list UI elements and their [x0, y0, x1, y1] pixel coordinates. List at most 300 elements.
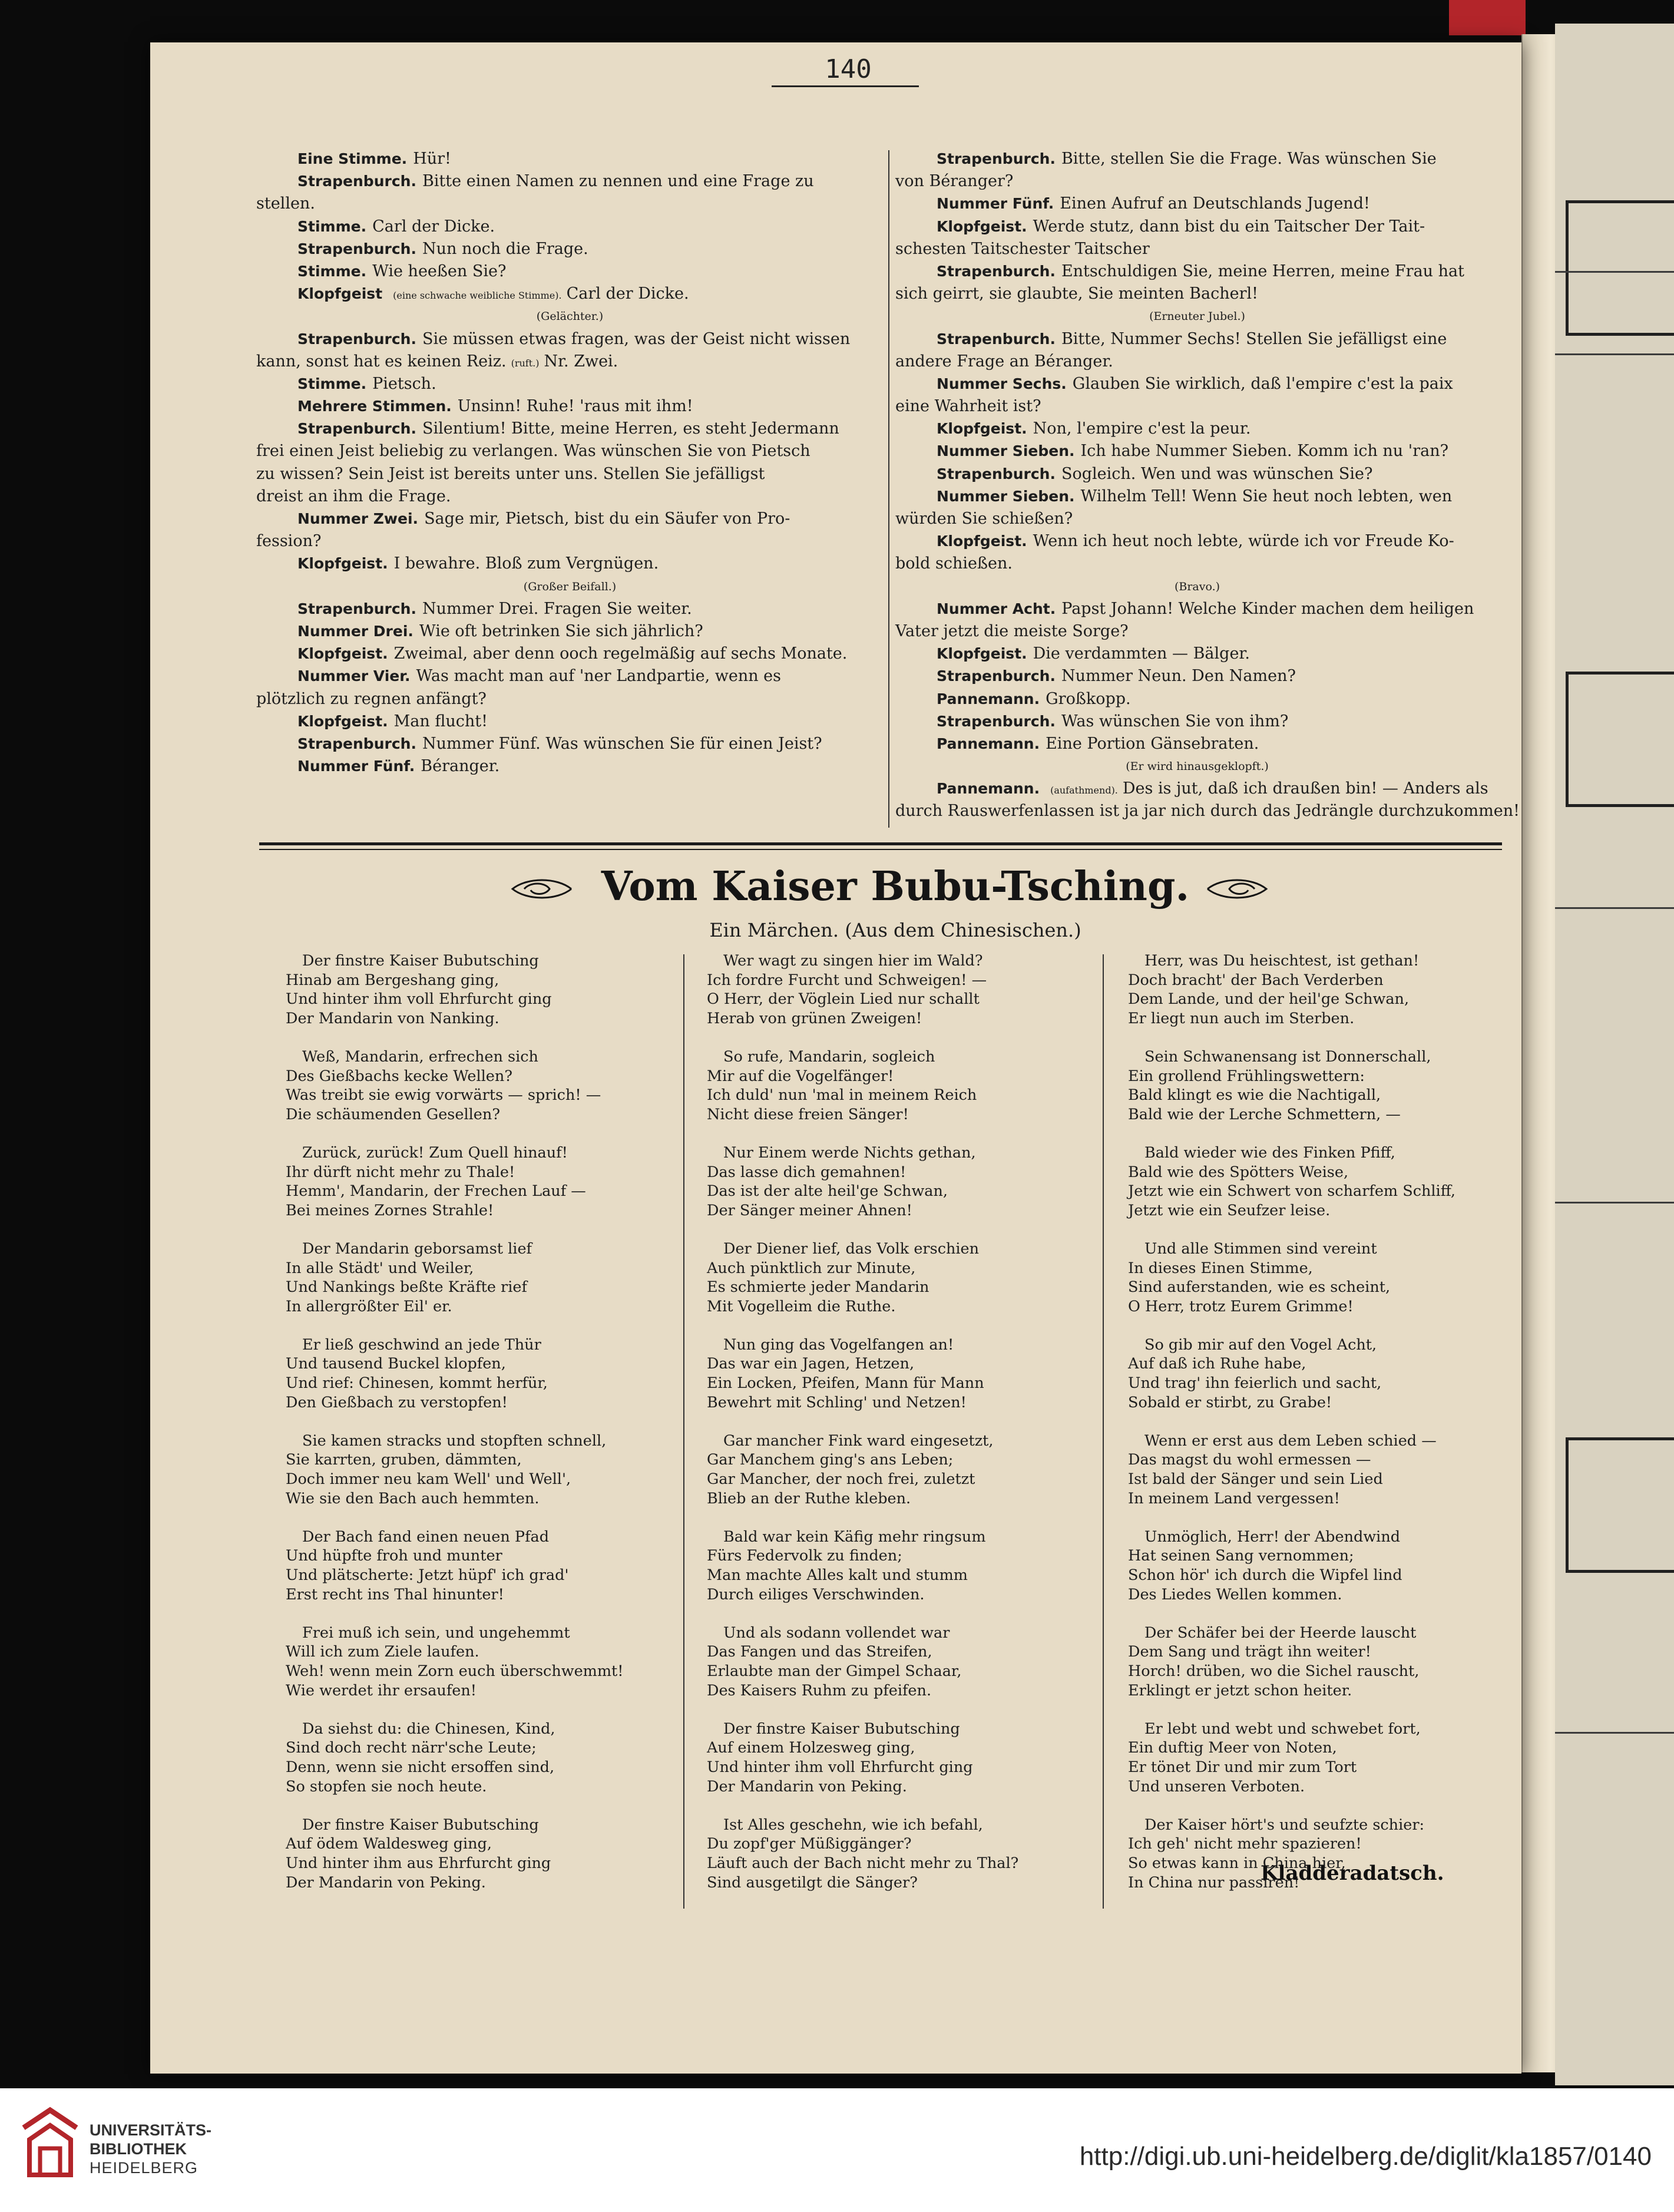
poem-line: Ich duld' nun 'mal in meinem Reich — [707, 1086, 977, 1105]
page-number-rule — [772, 85, 919, 87]
poem-line: Sie karrten, gruben, dämmten, — [286, 1451, 522, 1469]
dialogue-text: Nummer Neun. Den Namen? — [1061, 667, 1296, 686]
neighbor-page-stroke — [1566, 200, 1674, 336]
dialogue-text: Béranger. — [421, 757, 500, 776]
neighbor-page-stroke — [1555, 1202, 1674, 1203]
stanza-gap — [1128, 1700, 1505, 1720]
speaker-name: Klopfgeist. — [297, 555, 388, 573]
speaker-name: Strapenburch. — [297, 240, 416, 257]
poem-column-2 — [707, 951, 1060, 1892]
speaker-name: Klopfgeist. — [297, 645, 388, 663]
dialogue-text: andere Frage an Béranger. — [895, 352, 1113, 371]
dialogue-text: Vater jetzt die meiste Sorge? — [895, 621, 1129, 640]
dialogue-line — [895, 733, 1499, 755]
dialogue-line — [895, 643, 1499, 665]
dialogue-line — [895, 373, 1499, 395]
dialogue-text: Sie müssen etwas fragen, was der Geist nicht wissen — [422, 329, 851, 348]
article-subtitle: Ein Märchen. (Aus dem Chinesischen.) — [709, 919, 1081, 941]
poem-line: Der finstre Kaiser Bubutsching — [302, 1816, 539, 1834]
dialogue-text: Carl der Dicke. — [372, 217, 495, 236]
dialogue-text: zu wissen? Sein Jeist ist bereits unter uns. Stellen Sie jefälligst — [256, 464, 765, 483]
poem-line: Er ließ geschwind an jede Thür — [302, 1335, 541, 1354]
logo-line-3: HEIDELBERG — [90, 2159, 199, 2177]
poem-line: Nur Einem werde Nichts gethan, — [723, 1143, 976, 1162]
dialogue-text: Des is jut, daß ich draußen bin! — Anders als — [1122, 779, 1488, 798]
stanza-gap — [707, 1028, 1060, 1047]
poem-line: Der Kaiser hört's und seufzte schier: — [1144, 1816, 1425, 1834]
poem-line: Doch bracht' der Bach Verderben — [1128, 971, 1384, 989]
dialogue-text: Ich habe Nummer Sieben. Komm ich nu 'ran? — [1080, 442, 1449, 461]
stanza-gap — [286, 1412, 639, 1431]
dialogue-line — [895, 216, 1499, 238]
poem-line: Ein duftig Meer von Noten, — [1128, 1739, 1337, 1757]
book-edge-red — [1449, 0, 1526, 35]
dialogue-text: Sage mir, Pietsch, bist du ein Säufer von Pro- — [424, 510, 790, 528]
poem-line: In China nur passiren! — [1128, 1873, 1300, 1892]
stanza-gap — [286, 1316, 639, 1335]
dialogue-column-left — [256, 148, 884, 778]
poem-line: Das war ein Jagen, Hetzen, — [707, 1355, 915, 1373]
poem-line: Bald wieder wie des Finken Pfiff, — [1144, 1143, 1395, 1162]
stanza-gap — [286, 1508, 639, 1527]
dialogue-text: Wenn ich heut noch lebte, würde ich vor Freude Ko- — [1033, 532, 1454, 551]
poem-line: Das lasse dich gemahnen! — [707, 1163, 907, 1181]
poem-line: Wie sie den Bach auch hemmten. — [286, 1489, 540, 1507]
speaker-name: Pannemann. — [937, 780, 1040, 798]
dialogue-line — [256, 620, 884, 643]
poem-line: Frei muß ich sein, und ungehemmt — [302, 1624, 570, 1642]
poem-column-3 — [1128, 951, 1505, 1892]
dialogue-line — [895, 755, 1499, 778]
dialogue-text: dreist an ihm die Frage. — [256, 487, 451, 505]
speaker-name: Stimme. — [297, 375, 367, 392]
dialogue-line — [256, 216, 884, 238]
dialogue-line — [256, 665, 884, 687]
dialogue-line — [895, 395, 1499, 418]
poem-line: So stopfen sie noch heute. — [286, 1777, 487, 1796]
dialogue-line — [895, 800, 1520, 822]
speaker-name: Klopfgeist. — [937, 645, 1027, 663]
poem-line: Sobald er stirbt, zu Grabe! — [1128, 1393, 1332, 1411]
dialogue-text: Nr. Zwei. — [544, 352, 618, 371]
dialogue-line — [256, 553, 884, 575]
poem-line: In meinem Land vergessen! — [1128, 1489, 1340, 1507]
poem-line: Und hinter ihm voll Ehrfurcht ging — [707, 1758, 973, 1776]
dialogue-line — [895, 328, 1499, 351]
speaker-name: Nummer Fünf. — [297, 758, 415, 775]
poem-line: Dem Sang und trägt ihn weiter! — [1128, 1643, 1371, 1661]
poem-line: Er liegt nun auch im Sterben. — [1128, 1009, 1355, 1027]
dialogue-text: Unsinn! Ruhe! 'raus mit ihm! — [457, 397, 693, 416]
stanza-gap — [707, 1604, 1060, 1624]
poem-line: Auf einem Holzesweg ging, — [707, 1739, 915, 1757]
dialogue-line — [895, 688, 1499, 710]
dialogue-line — [256, 598, 884, 620]
poem-line: Sie kamen stracks und stopften schnell, — [302, 1431, 607, 1450]
dialogue-text: eine Wahrheit ist? — [895, 397, 1041, 416]
speaker-name: Strapenburch. — [297, 420, 416, 438]
poem-line: Man machte Alles kalt und stumm — [707, 1566, 968, 1584]
dialogue-line — [256, 710, 884, 733]
dialogue-text: I bewahre. Bloß zum Vergnügen. — [393, 554, 659, 573]
poem-line: Mit Vogelleim die Ruthe. — [707, 1297, 896, 1315]
dialogue-text: (Bravo.) — [1174, 580, 1220, 593]
stanza-gap — [1128, 1508, 1505, 1527]
stanza-gap — [286, 1124, 639, 1143]
stanza-gap — [707, 1220, 1060, 1239]
dialogue-text: Wie oft betrinken Sie sich jährlich? — [419, 621, 703, 640]
section-divider-thick — [259, 842, 1502, 845]
dialogue-text: durch Rauswerfenlassen ist ja jar nich durch das Jedrängle durchzukommen! — [895, 802, 1520, 821]
poem-line: Gar mancher Fink ward eingesetzt, — [723, 1431, 994, 1450]
poem-line: Bald wie des Spötters Weise, — [1128, 1163, 1349, 1181]
dialogue-line — [895, 260, 1499, 283]
poem-line: Auf ödem Waldesweg ging, — [286, 1835, 492, 1853]
dialogue-line — [895, 170, 1499, 193]
poem-line: Zurück, zurück! Zum Quell hinauf! — [302, 1143, 568, 1162]
poem-line: Sind ausgetilgt die Sänger? — [707, 1873, 918, 1892]
dialogue-line — [256, 643, 884, 665]
dialogue-text: (Großer Beifall.) — [523, 580, 617, 593]
dialogue-line — [895, 283, 1499, 305]
dialogue-text: plötzlich zu regnen anfängt? — [256, 689, 487, 708]
speaker-name: Strapenburch. — [297, 600, 416, 617]
speaker-name: Klopfgeist. — [937, 217, 1027, 235]
neighbor-page-stroke — [1555, 271, 1674, 273]
speaker-name: Pannemann. — [937, 690, 1040, 707]
poem-column-1 — [286, 951, 639, 1892]
neighbor-page-stroke — [1555, 353, 1674, 355]
poem-line: Wer wagt zu singen hier im Wald? — [723, 952, 983, 970]
speaker-name: Strapenburch. — [937, 150, 1056, 167]
stage-note: (aufathmend). — [1050, 785, 1118, 796]
dialogue-line — [895, 238, 1499, 260]
poem-line: Des Kaisers Ruhm zu pfeifen. — [707, 1681, 932, 1699]
poem-line: Bewehrt mit Schling' und Netzen! — [707, 1393, 967, 1411]
dialogue-text: Glauben Sie wirklich, daß l'empire c'est la paix — [1072, 374, 1453, 393]
speaker-name: Strapenburch. — [937, 712, 1056, 730]
poem-line: Und plätscherte: Jetzt hüpf' ich grad' — [286, 1566, 569, 1584]
speaker-name: Strapenburch. — [937, 667, 1056, 685]
poem-line: Das magst du wohl ermessen — — [1128, 1451, 1371, 1469]
poem-line: Auf daß ich Ruhe habe, — [1128, 1355, 1306, 1373]
poem-line: Und hinter ihm voll Ehrfurcht ging — [286, 990, 552, 1009]
dialogue-line — [256, 530, 884, 553]
dialogue-text: Silentium! Bitte, meine Herren, es steht Jedermann — [422, 419, 839, 438]
dialogue-text: Nummer Drei. Fragen Sie weiter. — [422, 599, 692, 618]
dialogue-line — [256, 148, 884, 170]
stage-note: (eine schwache weibliche Stimme). — [393, 290, 562, 302]
poem-line: Hemm', Mandarin, der Frechen Lauf — — [286, 1182, 586, 1201]
stanza-gap — [1128, 1220, 1505, 1239]
poem-line: Blieb an der Ruthe kleben. — [707, 1489, 911, 1507]
dialogue-text: Sogleich. Wen und was wünschen Sie? — [1061, 464, 1373, 483]
poem-line: Des Gießbachs kecke Wellen? — [286, 1067, 512, 1085]
poem-line: Der finstre Kaiser Bubutsching — [723, 1720, 960, 1738]
dialogue-text: sich geirrt, sie glaubte, Sie meinten Bacherl! — [895, 285, 1258, 303]
dialogue-line — [256, 440, 884, 462]
signature: Kladderadatsch. — [1261, 1861, 1444, 1885]
poem-line: Mir auf die Vogelfänger! — [707, 1067, 894, 1085]
poem-line: Und hüpfte froh und munter — [286, 1547, 502, 1565]
stanza-gap — [286, 1700, 639, 1720]
dialogue-text: (Gelächter.) — [536, 310, 604, 323]
poem-line: Wenn er erst aus dem Leben schied — — [1144, 1431, 1437, 1450]
poem-line: Und tausend Buckel klopfen, — [286, 1355, 506, 1373]
stanza-gap — [707, 1412, 1060, 1431]
dialogue-line — [256, 305, 884, 328]
poem-line: Weh! wenn mein Zorn euch überschwemmt! — [286, 1662, 624, 1680]
dialogue-text: kann, sonst hat es keinen Reiz. — [256, 352, 507, 371]
dialogue-line — [895, 665, 1499, 687]
poem-line: Und trag' ihn feierlich und sacht, — [1128, 1374, 1382, 1393]
dialogue-line — [895, 598, 1499, 620]
dialogue-text: (Erneuter Jubel.) — [1149, 310, 1245, 323]
poem-line: Weß, Mandarin, erfrechen sich — [302, 1047, 538, 1066]
poem-line: Wie werdet ihr ersaufen! — [286, 1681, 477, 1699]
speaker-name: Strapenburch. — [297, 735, 416, 752]
dialogue-text: Was wünschen Sie von ihm? — [1061, 712, 1289, 730]
dialogue-text: Carl der Dicke. — [566, 285, 689, 303]
poem-line: Will ich zum Ziele laufen. — [286, 1643, 479, 1661]
dialogue-line — [895, 485, 1499, 508]
neighbor-page-stroke — [1566, 672, 1674, 807]
poem-line: Ihr dürft nicht mehr zu Thale! — [286, 1163, 515, 1181]
speaker-name: Nummer Vier. — [297, 667, 411, 685]
poem-line: Auch pünktlich zur Minute, — [707, 1259, 916, 1277]
poem-line: In allergrößter Eil' er. — [286, 1297, 452, 1315]
poem-line: Und rief: Chinesen, kommt herfür, — [286, 1374, 548, 1393]
poem-line: Er tönet Dir und mir zum Tort — [1128, 1758, 1357, 1776]
poem-line: Der Schäfer bei der Heerde lauscht — [1144, 1624, 1417, 1642]
speaker-name: Nummer Fünf. — [937, 195, 1054, 213]
dialogue-line — [895, 440, 1499, 462]
dialogue-line — [256, 755, 884, 778]
poem-line: Und Nankings beßte Kräfte rief — [286, 1278, 527, 1297]
logo-line-1: UNIVERSITÄTS- — [90, 2121, 212, 2139]
dialogue-line — [256, 170, 884, 193]
dialogue-line — [895, 193, 1499, 215]
dialogue-line — [895, 508, 1499, 530]
dialogue-text: Bitte, Nummer Sechs! Stellen Sie jefälligst eine — [1061, 329, 1447, 348]
dialogue-line — [895, 710, 1499, 733]
poem-line: Ich geh' nicht mehr spazieren! — [1128, 1835, 1362, 1853]
dialogue-text: Non, l'empire c'est la peur. — [1033, 419, 1251, 438]
section-divider-thin — [259, 849, 1502, 850]
poem-line: Bald war kein Käfig mehr ringsum — [723, 1527, 986, 1546]
poem-line: Den Gießbach zu verstopfen! — [286, 1393, 508, 1411]
dialogue-text: Die verdammten — Bälger. — [1033, 644, 1250, 663]
poem-line: Doch immer neu kam Well' und Well', — [286, 1470, 571, 1489]
dialogue-text: Nummer Fünf. Was wünschen Sie für einen Jeist? — [422, 734, 822, 753]
dialogue-text: würden Sie schießen? — [895, 510, 1073, 528]
dialogue-line — [895, 148, 1499, 170]
poem-line: Ein Locken, Pfeifen, Mann für Mann — [707, 1374, 984, 1393]
source-url-link[interactable]: http://digi.ub.uni-heidelberg.de/diglit/kla1857/0140 — [1079, 2142, 1652, 2171]
speaker-name: Strapenburch. — [297, 173, 416, 190]
dialogue-line — [895, 553, 1499, 575]
dialogue-text: Hür! — [413, 150, 451, 168]
poem-line: Das Fangen und das Streifen, — [707, 1643, 932, 1661]
page-number: 140 — [825, 54, 872, 84]
dialogue-text: Man flucht! — [393, 712, 488, 730]
dialogue-text: von Béranger? — [895, 172, 1014, 191]
dialogue-line — [256, 238, 884, 260]
dialogue-text: Nun noch die Frage. — [422, 239, 588, 258]
dialogue-line — [895, 305, 1499, 328]
speaker-name: Klopfgeist — [297, 285, 383, 303]
speaker-name: Pannemann. — [937, 735, 1040, 752]
poem-line: Jetzt wie ein Seufzer leise. — [1128, 1201, 1331, 1219]
neighbor-page-stroke — [1566, 1437, 1674, 1573]
speaker-name: Eine Stimme. — [297, 150, 408, 167]
poem-line: Durch eiliges Verschwinden. — [707, 1585, 925, 1603]
stanza-gap — [707, 1124, 1060, 1143]
speaker-name: Nummer Acht. — [937, 600, 1056, 617]
dialogue-text: Bitte einen Namen zu nennen und eine Frage zu — [422, 172, 814, 191]
poem-line: Hinab am Bergeshang ging, — [286, 971, 499, 989]
poem-line: Sind auferstanden, wie es scheint, — [1128, 1278, 1391, 1297]
poem-line: Der Diener lief, das Volk erschien — [723, 1239, 980, 1258]
poem-line: Gar Manchem ging's ans Leben; — [707, 1451, 954, 1469]
dialogue-text: Werde stutz, dann bist du ein Taitscher Der Tait- — [1033, 217, 1425, 236]
stanza-gap — [1128, 1412, 1505, 1431]
university-logo-icon — [18, 2104, 82, 2181]
poem-line: O Herr, der Vöglein Lied nur schallt — [707, 990, 980, 1009]
university-logo-text — [90, 2121, 211, 2177]
dialogue-line — [895, 576, 1499, 598]
speaker-name: Strapenburch. — [937, 465, 1056, 482]
poem-line: Der Bach fand einen neuen Pfad — [302, 1527, 550, 1546]
poem-line: In alle Städt' und Weiler, — [286, 1259, 474, 1277]
dialogue-line — [256, 328, 884, 351]
speaker-name: Strapenburch. — [937, 262, 1056, 280]
neighbor-page-stroke — [1555, 1732, 1674, 1734]
dialogue-text: schesten Taitschester Taitscher — [895, 239, 1150, 258]
poem-line: Sind doch recht närr'sche Leute; — [286, 1739, 537, 1757]
poem-line: Und als sodann vollendet war — [723, 1624, 950, 1642]
dialogue-text: frei einen Jeist beliebig zu verlangen. Was wünschen Sie von Pietsch — [256, 442, 810, 461]
speaker-name: Klopfgeist. — [937, 420, 1027, 438]
dialogue-text: (Er wird hinausgeklopft.) — [1126, 760, 1269, 773]
dialogue-line — [256, 485, 884, 508]
poem-line: Der Sänger meiner Ahnen! — [707, 1201, 912, 1219]
stanza-gap — [1128, 1604, 1505, 1624]
poem-line: Herab von grünen Zweigen! — [707, 1009, 922, 1027]
poem-line: Der Mandarin von Nanking. — [286, 1009, 499, 1027]
poem-line: Bald wie der Lerche Schmettern, — — [1128, 1105, 1401, 1123]
dialogue-text: Zweimal, aber denn ooch regelmäßig auf sechs Monate. — [393, 644, 848, 663]
dialogue-line — [256, 283, 884, 305]
poem-line: Er lebt und webt und schwebet fort, — [1144, 1720, 1421, 1738]
poem-line: Des Liedes Wellen kommen. — [1128, 1585, 1342, 1603]
poem-line: So rufe, Mandarin, sogleich — [723, 1047, 935, 1066]
stanza-gap — [286, 1220, 639, 1239]
poem-line: Der Mandarin geborsamst lief — [302, 1239, 532, 1258]
speaker-name: Stimme. — [297, 217, 367, 235]
dialogue-text: stellen. — [256, 194, 315, 213]
neighbor-page-fragment — [1555, 24, 1674, 2085]
poem-line: Ist Alles geschehn, wie ich befahl, — [723, 1816, 983, 1834]
stage-note: (ruft.) — [511, 357, 540, 369]
speaker-name: Klopfgeist. — [937, 533, 1027, 550]
dialogue-line — [895, 463, 1499, 485]
poem-line: Der Mandarin von Peking. — [286, 1873, 486, 1892]
poem-line: Sein Schwanensang ist Donnerschall, — [1144, 1047, 1431, 1066]
poem-line: O Herr, trotz Eurem Grimme! — [1128, 1297, 1354, 1315]
dialogue-text: Großkopp. — [1046, 689, 1131, 708]
column-divider — [888, 150, 889, 828]
poem-line: Der finstre Kaiser Bubutsching — [302, 952, 539, 970]
poem-line: Erklingt er jetzt schon heiter. — [1128, 1681, 1352, 1699]
poem-line: In dieses Einen Stimme, — [1128, 1259, 1313, 1277]
dialogue-text: Papst Johann! Welche Kinder machen dem heiligen — [1061, 599, 1474, 618]
dialogue-text: Was macht man auf 'ner Landpartie, wenn es — [416, 667, 782, 686]
speaker-name: Nummer Sieben. — [937, 487, 1075, 505]
poem-line: Der Mandarin von Peking. — [707, 1777, 907, 1796]
poem-line: Fürs Federvolk zu finden; — [707, 1547, 902, 1565]
dialogue-text: fession? — [256, 532, 322, 551]
poem-line: Hat seinen Sang vernommen; — [1128, 1547, 1354, 1565]
dialogue-line — [895, 418, 1499, 440]
dialogue-line — [256, 418, 884, 440]
stanza-gap — [286, 1604, 639, 1624]
poem-line: Bald klingt es wie die Nachtigall, — [1128, 1086, 1381, 1105]
stanza-gap — [707, 1796, 1060, 1816]
dialogue-line — [256, 576, 884, 598]
dialogue-text: Eine Portion Gänsebraten. — [1046, 734, 1259, 753]
poem-line: Ist bald der Sänger und sein Lied — [1128, 1470, 1383, 1489]
poem-line: Nun ging das Vogelfangen an! — [723, 1335, 954, 1354]
stanza-gap — [707, 1316, 1060, 1335]
dialogue-line — [256, 395, 884, 418]
stanza-gap — [707, 1700, 1060, 1720]
poem-line: Jetzt wie ein Schwert von scharfem Schliff, — [1128, 1182, 1456, 1201]
dialogue-text: Bitte, stellen Sie die Frage. Was wünschen Sie — [1061, 150, 1437, 168]
poem-line: Denn, wenn sie nicht ersoffen sind, — [286, 1758, 555, 1776]
dialogue-line — [256, 260, 884, 283]
dialogue-line — [895, 351, 1499, 373]
poem-line: Gar Mancher, der noch frei, zuletzt — [707, 1470, 975, 1489]
poem-line: Du zopf'ger Müßiggänger? — [707, 1835, 912, 1853]
speaker-name: Strapenburch. — [297, 330, 416, 348]
article-title: Vom Kaiser Bubu-Tsching. — [601, 863, 1190, 910]
poem-line: Läuft auch der Bach nicht mehr zu Thal? — [707, 1854, 1019, 1872]
dialogue-column-right — [895, 148, 1520, 823]
dialogue-line — [256, 373, 884, 395]
stanza-gap — [707, 1508, 1060, 1527]
speaker-name: Nummer Zwei. — [297, 510, 419, 527]
speaker-name: Stimme. — [297, 262, 367, 280]
poem-line: Ich fordre Furcht und Schweigen! — — [707, 971, 987, 989]
dialogue-line — [256, 733, 884, 755]
poem-divider-2 — [1103, 954, 1104, 1909]
stanza-gap — [1128, 1316, 1505, 1335]
poem-line: Schon hör' ich durch die Wipfel lind — [1128, 1566, 1402, 1584]
stanza-gap — [1128, 1124, 1505, 1143]
dialogue-line — [895, 530, 1499, 553]
dialogue-text: bold schießen. — [895, 554, 1013, 573]
poem-line: Nicht diese freien Sänger! — [707, 1105, 909, 1123]
stanza-gap — [286, 1796, 639, 1816]
poem-line: So etwas kann in China hier, — [1128, 1854, 1346, 1872]
stanza-gap — [286, 1028, 639, 1047]
poem-line: Die schäumenden Gesellen? — [286, 1105, 500, 1123]
poem-line: Erst recht ins Thal hinunter! — [286, 1585, 504, 1603]
poem-line: Bei meines Zornes Strahle! — [286, 1201, 494, 1219]
poem-line: Das ist der alte heil'ge Schwan, — [707, 1182, 948, 1201]
dialogue-line — [256, 688, 884, 710]
